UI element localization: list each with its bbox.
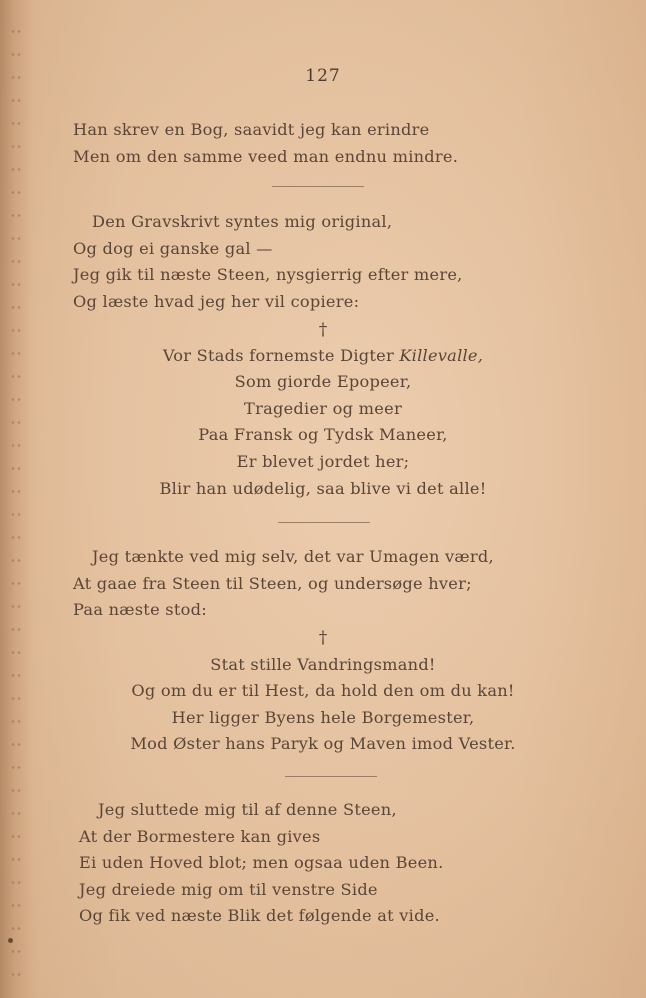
- epitaph1-line-1: [0, 346, 646, 366]
- epitaph1-line-1-text: Vor Stads fornemste Digter: [162, 346, 400, 365]
- section-divider-2: [278, 522, 370, 523]
- epitaph2-line-4: Mod Øster hans Paryk og Maven imod Vester.: [130, 734, 516, 753]
- cross-icon-2: †: [318, 628, 328, 648]
- stanza2-line-3: Jeg gik til næste Steen, nysgierrig efter mere,: [73, 265, 463, 284]
- stanza4-line-5: Og fik ved næste Blik det følgende at vide.: [79, 906, 440, 925]
- binding-dots: [10, 20, 22, 980]
- cross-icon: †: [318, 320, 328, 340]
- stanza1-line-2: Men om den samme veed man endnu mindre.: [73, 147, 459, 166]
- page-number: 127: [305, 66, 341, 86]
- epitaph2-line-1: Stat stille Vandringsmand!: [210, 655, 436, 674]
- epitaph1-line-5: Er blevet jordet her;: [236, 452, 410, 471]
- section-divider-1: [272, 186, 364, 187]
- stanza4-line-1: Jeg sluttede mig til af denne Steen,: [98, 800, 397, 819]
- epitaph2-line-2: Og om du er til Hest, da hold den om du kan!: [131, 681, 515, 700]
- stanza4-line-2: At der Bormestere kan gives: [79, 827, 321, 846]
- epitaph1-line-6: Blir han udødelig, saa blive vi det alle!: [159, 479, 487, 498]
- stanza1-line-1: Han skrev en Bog, saavidt jeg kan erindre: [73, 120, 430, 139]
- epitaph1-line-4: Paa Fransk og Tydsk Maneer,: [198, 425, 448, 444]
- stanza4-line-4: Jeg dreiede mig om til venstre Side: [79, 880, 378, 899]
- edge-ink-mark: [8, 938, 13, 943]
- stanza3-line-1: Jeg tænkte ved mig selv, det var Umagen værd,: [92, 547, 494, 566]
- section-divider-3: [285, 776, 377, 777]
- stanza2-line-4: Og læste hvad jeg her vil copiere:: [73, 292, 360, 311]
- stanza2-line-2: Og dog ei ganske gal —: [73, 239, 273, 258]
- epitaph2-line-3: Her ligger Byens hele Borgemester,: [171, 708, 475, 727]
- stanza4-line-3: Ei uden Hoved blot; men ogsaa uden Been.: [79, 853, 444, 872]
- poet-name: Killevalle,: [399, 346, 484, 365]
- epitaph1-line-3: Tragedier og meer: [244, 399, 402, 418]
- stanza3-line-3: Paa næste stod:: [73, 600, 207, 619]
- stanza3-line-2: At gaae fra Steen til Steen, og undersøge hver;: [73, 574, 472, 593]
- epitaph1-line-2: Som giorde Epopeer,: [234, 372, 412, 391]
- stanza2-line-1: Den Gravskrivt syntes mig original,: [92, 212, 393, 231]
